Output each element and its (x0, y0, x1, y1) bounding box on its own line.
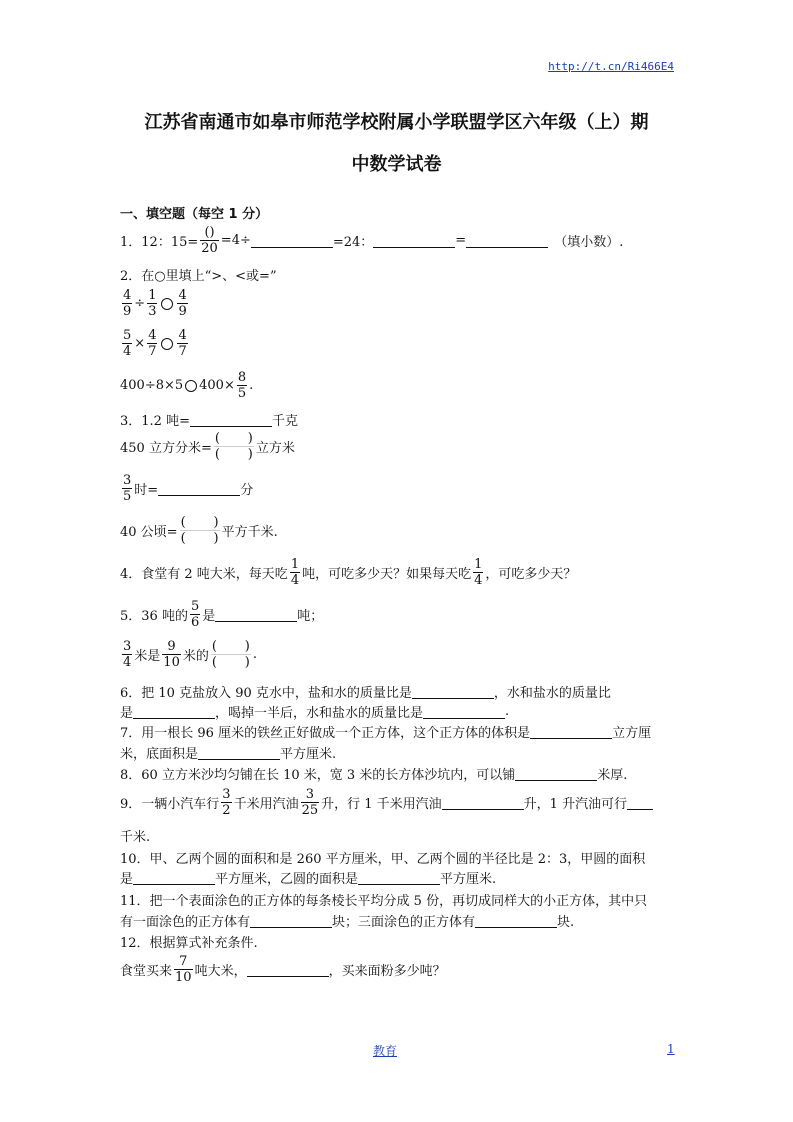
frac-num: 4 (178, 288, 187, 303)
frac-num: 3 (222, 787, 231, 802)
question-1 (120, 226, 623, 255)
q5b-frac-1 (122, 640, 132, 669)
q9-text-d: 升，1 升汽油可行 (523, 797, 628, 812)
q5b-paren-fraction[interactable] (211, 640, 251, 669)
page-number[interactable]: 1 (667, 1042, 675, 1056)
q7-blank-2[interactable] (198, 745, 280, 760)
frac-den: 10 (175, 970, 192, 985)
q9-blank-2[interactable] (627, 795, 653, 810)
page-title-line2: 中数学试卷 (351, 154, 442, 175)
question-3d (120, 516, 278, 545)
q11-l2-c: 块. (557, 915, 575, 930)
q2r2-op: × (134, 336, 146, 351)
q3c-blank[interactable] (158, 481, 240, 496)
q5-text-c: 吨； (297, 609, 324, 624)
frac-num: 3 (123, 639, 132, 654)
compare-circle[interactable] (161, 338, 173, 350)
q5b-text-b: 米的 (182, 649, 209, 664)
frac-den: 7 (178, 344, 187, 359)
question-5b (120, 640, 257, 669)
q6-blank-1[interactable] (412, 684, 494, 699)
q5b-frac-2 (162, 640, 181, 669)
q4-text-a: 4．食堂有 2 吨大米，每天吃 (120, 567, 288, 582)
q5-frac (190, 600, 200, 629)
q1-text-d: = (455, 233, 467, 248)
q2-row-3 (120, 371, 253, 400)
question-5 (120, 600, 323, 629)
frac-den: 10 (163, 655, 180, 670)
q4-frac-2 (473, 558, 483, 587)
q3d-text: 40 公顷= (120, 525, 178, 540)
q9-frac-1 (221, 788, 231, 817)
q6-blank-2[interactable] (133, 704, 215, 719)
question-2 (120, 265, 277, 284)
question-4 (120, 558, 576, 587)
q10-l2-a: 是 (120, 872, 134, 887)
q1-text-b: =4÷ (220, 233, 251, 248)
frac-num: 4 (148, 328, 157, 343)
q2r2-frac-3 (177, 329, 187, 358)
frac-den: 7 (148, 344, 157, 359)
frac-den: 2 (222, 803, 231, 818)
q3a-blank[interactable] (190, 412, 272, 427)
q5-text-a: 5．36 吨的 (120, 609, 188, 624)
q1-text-a: 1．12：15= (120, 235, 199, 250)
question-7-line2 (120, 743, 336, 762)
q2r1-frac-3 (177, 289, 187, 318)
frac-den: 9 (123, 304, 132, 319)
q2r3-text-b: 400× (199, 378, 235, 393)
frac-num: 1 (474, 557, 483, 572)
q3b-end: 立方米 (255, 441, 295, 456)
q10-blank-2[interactable] (358, 870, 440, 885)
q12-frac (174, 955, 193, 984)
frac-den: 25 (301, 803, 319, 818)
q1-frac-den: 20 (201, 241, 218, 256)
q11-l2-a: 有一面涂色的正方体有 (120, 915, 251, 930)
frac-den: 3 (148, 304, 157, 319)
q11-blank-1[interactable] (250, 913, 332, 928)
question-6-line2 (120, 702, 509, 721)
q2r2-frac-2 (147, 329, 157, 358)
question-3c (120, 474, 253, 503)
q7-l1-b: 立方厘 (612, 726, 652, 741)
q6-l2-a: 是 (120, 706, 134, 721)
q12-text: 12．根据算式补充条件. (120, 936, 258, 951)
frac-den: 4 (290, 573, 300, 588)
q6-l1-a: 6．把 10 克盐放入 90 克水中，盐和水的质量比是 (120, 686, 412, 701)
q3c-end: 分 (240, 483, 254, 498)
q11-l2-b: 块；三面涂色的正方体有 (332, 915, 476, 930)
section-heading: 一、填空题（每空 1 分） (120, 207, 269, 222)
q6-l1-b: ，水和盐水的质量比 (493, 686, 611, 701)
q5b-end: . (252, 647, 257, 662)
question-11-line2 (120, 911, 574, 930)
q2-row-2 (120, 329, 190, 358)
q1-blank-1[interactable] (251, 233, 333, 248)
frac-den: 6 (190, 615, 200, 630)
q12-text-a: 食堂买来 (120, 964, 173, 979)
q7-l1-a: 7．用一根长 96 厘米的铁丝正好做成一个正方体，这个正方体的体积是 (120, 726, 531, 741)
question-6 (120, 682, 611, 701)
question-9-line2 (120, 826, 150, 845)
q1-blank-2[interactable] (373, 233, 455, 248)
q8-text-a: 8．60 立方米沙均匀铺在长 10 米，宽 3 米的长方体沙坑内，可以铺 (120, 768, 516, 783)
q4-text-c: ，可吃多少天？ (485, 567, 577, 582)
q12-blank[interactable] (247, 962, 329, 977)
q2r1-frac-1 (122, 289, 132, 318)
q2r1-frac-2 (147, 289, 157, 318)
q2-row-1 (120, 289, 190, 318)
q3c-text: 时= (134, 483, 159, 498)
frac-den: 5 (237, 386, 247, 401)
question-11 (120, 890, 647, 909)
frac-num: 1 (290, 557, 300, 572)
q3d-end: 平方千米. (221, 525, 278, 540)
q6-l2-c: . (505, 704, 510, 719)
frac-num: 7 (179, 954, 188, 969)
q9-text-b: 千米用汽油 (233, 797, 299, 812)
q3b-text: 450 立方分米= (120, 441, 212, 456)
question-7 (120, 722, 651, 741)
q2r2-frac-1 (122, 329, 132, 358)
compare-circle[interactable] (161, 298, 173, 310)
q3a-text: 3．1.2 吨= (120, 414, 190, 429)
q5-text-b: 是 (202, 609, 216, 624)
q10-l2-b: 平方厘米，乙圆的面积是 (215, 872, 359, 887)
question-10 (120, 848, 645, 867)
frac-den: 9 (178, 304, 187, 319)
q11-blank-2[interactable] (475, 913, 557, 928)
compare-circle[interactable] (185, 380, 197, 392)
q11-l1: 11．把一个表面涂色的正方体的每条棱长平均分成 5 份，再切成同样大的小正方体，其中只 (120, 894, 648, 909)
frac-den: 4 (474, 573, 483, 588)
q4-text-b: 吨，可吃多少天？如果每天吃 (302, 567, 472, 582)
frac-num: 4 (178, 328, 187, 343)
q3a-end: 千克 (271, 414, 298, 429)
q10-blank-1[interactable] (133, 870, 215, 885)
q5-blank[interactable] (215, 607, 297, 622)
frac-num: 3 (305, 787, 314, 802)
frac-num: 9 (167, 639, 176, 654)
frac-num: 4 (123, 288, 132, 303)
q8-blank[interactable] (515, 766, 597, 781)
frac-den: 4 (123, 344, 132, 359)
question-8 (120, 764, 627, 783)
q9-blank-1[interactable] (442, 795, 524, 810)
question-3a (120, 410, 298, 429)
q3d-paren-fraction[interactable] (180, 516, 220, 545)
q10-l1: 10．甲、乙两个圆的面积和是 260 平方厘米，甲、乙两个圆的半径比是 2：3，甲圆的面积 (120, 852, 646, 867)
q8-text-b: 米厚. (597, 768, 628, 783)
q6-l2-b: ，喝掉一半后，水和盐水的质量比是 (215, 706, 424, 721)
q12-text-c: ，买来面粉多少吨？ (328, 964, 446, 979)
question-12 (120, 932, 258, 951)
question-12-body (120, 955, 446, 984)
frac-num: 8 (237, 370, 247, 385)
question-3b (120, 432, 295, 461)
frac-den: 5 (123, 489, 132, 504)
q2r3-end: . (249, 378, 254, 393)
q2r3-frac (237, 371, 247, 400)
frac-num: 1 (148, 288, 157, 303)
q9-text-c: 升，行 1 千米用汽油 (321, 797, 442, 812)
q2r1-op: ÷ (134, 296, 146, 311)
q9-l2: 千米. (120, 830, 151, 845)
frac-den: 4 (123, 655, 132, 670)
q1-text-e: （填小数）. (554, 235, 624, 250)
q9-frac-2 (301, 788, 320, 817)
q9-text-a: 9．一辆小汽车行 (120, 797, 220, 812)
header-link[interactable]: http://t.cn/Ri466E4 (548, 60, 674, 73)
q2r3-text-a: 400÷8×5 (120, 378, 184, 393)
q7-l2-a: 米，底面积是 (120, 747, 199, 762)
q6-blank-3[interactable] (423, 704, 505, 719)
q7-blank-1[interactable] (530, 724, 612, 739)
q2-text: 2．在○里填上“>、<或=” (120, 269, 277, 284)
question-9 (120, 788, 653, 817)
question-10-line2 (120, 868, 496, 887)
frac-num: 3 (123, 473, 132, 488)
q10-l2-c: 平方厘米. (440, 872, 497, 887)
q3c-frac (122, 474, 132, 503)
q1-text-c: =24： (332, 235, 374, 250)
q1-fraction (200, 226, 219, 255)
q1-blank-3[interactable] (466, 233, 548, 248)
q3b-paren-fraction[interactable] (214, 432, 254, 461)
q12-text-b: 吨大米， (194, 964, 247, 979)
q7-l2-b: 平方厘米. (280, 747, 337, 762)
q5b-text-a: 米是 (134, 649, 161, 664)
frac-num: 5 (190, 599, 200, 614)
page-title: 江苏省南通市如皋市师范学校附属小学联盟学区六年级（上）期 (144, 112, 649, 133)
footer-link[interactable]: 教育 (373, 1044, 398, 1058)
q4-frac-1 (290, 558, 300, 587)
frac-num: 5 (123, 328, 132, 343)
q1-frac-num: () (204, 225, 215, 240)
